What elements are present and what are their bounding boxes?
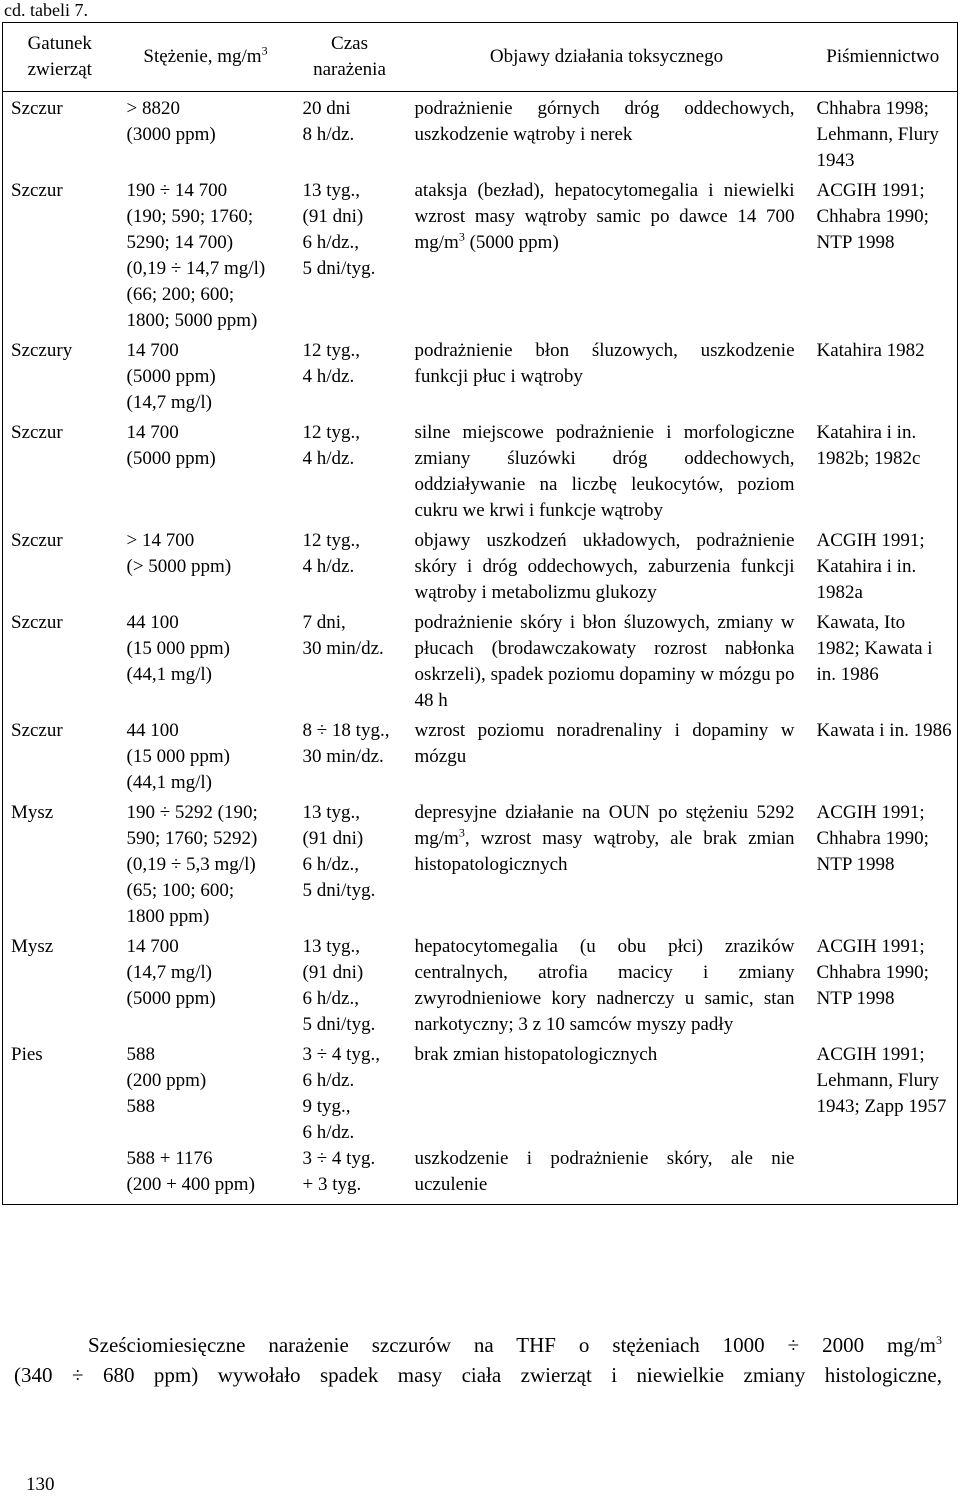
toxic-effect-text	[415, 1042, 795, 1068]
concentration-line: (15 000 ppm)	[126, 638, 230, 659]
exposure-time-line: (91 dni)	[302, 828, 364, 849]
exposure-time-line: 6 h/dz.	[302, 1070, 355, 1091]
concentration-cell	[117, 934, 295, 1042]
exposure-time-cell	[295, 718, 405, 800]
concentration-line: 190 ÷ 5292 (190;	[126, 802, 258, 823]
concentration-line: (15 000 ppm)	[126, 746, 230, 767]
references-cell: Kawata, Ito 1982; Kawata i in. 1986	[809, 610, 958, 718]
exposure-time-cell	[295, 178, 405, 338]
concentration-line: (> 5000 ppm)	[126, 556, 232, 577]
concentration-line: 5290; 14 700)	[126, 232, 234, 253]
concentration-cell	[117, 420, 295, 528]
exposure-time-line: 8 h/dz.	[302, 124, 355, 145]
exposure-time-line: 4 h/dz.	[302, 556, 355, 577]
concentration-line: 14 700	[126, 936, 179, 957]
header-references: Piśmiennictwo	[809, 23, 958, 92]
exposure-time-line: 4 h/dz.	[302, 366, 355, 387]
toxic-effect-cell	[405, 610, 809, 718]
concentration-line: (65; 100; 600;	[126, 880, 235, 901]
concentration-line: (190; 590; 1760;	[126, 206, 254, 227]
toxic-effect-main: brak zmian histopatologicznych	[414, 1044, 658, 1065]
concentration-line: (5000 ppm)	[126, 366, 216, 387]
exposure-time-cell	[295, 420, 405, 528]
concentration-line: (14,7 mg/l)	[126, 962, 212, 983]
references-cell: Katahira 1982	[809, 338, 958, 420]
references-cell: Chhabra 1998; Lehmann, Flury 1943	[809, 92, 958, 179]
references-cell: ACGIH 1991; Lehmann, Flury 1943; Zapp 1957	[809, 1042, 958, 1205]
toxic-effect-superscript: 3	[458, 229, 465, 244]
references-cell: ACGIH 1991; Chhabra 1990; NTP 1998	[809, 178, 958, 338]
references-cell: Katahira i in. 1982b; 1982c	[809, 420, 958, 528]
concentration-line: 44 100	[126, 612, 179, 633]
concentration-line: (44,1 mg/l)	[126, 664, 212, 685]
exposure-time-line: 13 tyg.,	[302, 802, 361, 823]
species-cell: Szczury	[3, 338, 117, 420]
page-number: 130	[26, 1474, 55, 1495]
concentration-cell	[117, 1042, 295, 1205]
toxic-effect-cell	[405, 718, 809, 800]
table-row	[3, 1042, 958, 1205]
line-gap	[127, 1120, 291, 1146]
exposure-time-line: 7 dni,	[302, 612, 346, 633]
toxic-effect-main: silne miejscowe podrażnienie i morfologiczne zmiany śluzówki dróg oddechowych, oddziaływanie na liczbę leukocytów, poziom cukru we krwi i funkcje wątroby	[414, 422, 795, 521]
header-exposure-time: Czas narażenia	[295, 23, 405, 92]
species-cell: Szczur	[3, 92, 117, 179]
toxic-effect-main: podrażnienie górnych dróg oddechowych, uszkodzenie wątroby i nerek	[414, 98, 795, 145]
toxic-effect-text	[415, 528, 795, 606]
exposure-time-line: + 3 tyg.	[302, 1174, 362, 1195]
paragraph-line-1: Sześciomiesięczne narażenie szczurów na THF o stężeniach 1000 ÷ 2000 $mg/m^3$	[88, 1333, 942, 1357]
toxic-effect-text-second: uszkodzenie i podrażnienie skóry, ale nie uczulenie	[414, 1148, 795, 1195]
exposure-time-cell	[295, 92, 405, 179]
species-cell: Mysz	[3, 934, 117, 1042]
references-cell: ACGIH 1991; Chhabra 1990; NTP 1998	[809, 934, 958, 1042]
species-cell: Szczur	[3, 178, 117, 338]
table-row	[3, 92, 958, 179]
concentration-line: 588 + 1176	[126, 1148, 213, 1169]
concentration-line: (0,19 ÷ 14,7 mg/l)	[126, 258, 266, 279]
references-cell: ACGIH 1991; Katahira i in. 1982a	[809, 528, 958, 610]
exposure-time-line: 5 dni/tyg.	[302, 258, 376, 279]
toxic-effect-cell	[405, 800, 809, 934]
concentration-line: 590; 1760; 5292)	[126, 828, 258, 849]
concentration-line: (200 + 400 ppm)	[126, 1174, 255, 1195]
concentration-line: (66; 200; 600;	[126, 284, 235, 305]
concentration-cell	[117, 338, 295, 420]
body-paragraph	[14, 1330, 942, 1390]
exposure-time-cell	[295, 528, 405, 610]
toxic-effect-cell	[405, 338, 809, 420]
toxic-effect-main: objawy uszkodzeń układowych, podrażnienie skóry i dróg oddechowych, zaburzenia funkcji wątroby i metabolizmu glukozy	[414, 530, 795, 603]
table-row	[3, 610, 958, 718]
exposure-time-line: 30 min/dz.	[302, 638, 384, 659]
exposure-time-line: 6 h/dz.,	[302, 854, 359, 875]
toxic-effect-text	[415, 610, 795, 714]
exposure-time-cell	[295, 610, 405, 718]
concentration-line: 588	[126, 1044, 155, 1065]
toxic-effect-text	[415, 96, 795, 148]
species-cell: Mysz	[3, 800, 117, 934]
exposure-time-line: 12 tyg.,	[302, 340, 361, 361]
concentration-cell	[117, 178, 295, 338]
exposure-time-line: 3 ÷ 4 tyg.	[302, 1148, 376, 1169]
exposure-time-line: 4 h/dz.	[302, 448, 355, 469]
table-row	[3, 338, 958, 420]
toxic-effect-cell	[405, 528, 809, 610]
concentration-line: 1800 ppm)	[126, 906, 210, 927]
species-cell: Pies	[3, 1042, 117, 1205]
toxic-effect-text	[415, 178, 795, 256]
toxic-effect-tail: , wzrost masy wątroby, ale brak zmian histopatologicznych	[414, 828, 795, 875]
concentration-cell	[117, 800, 295, 934]
concentration-line: > 14 700	[126, 530, 195, 551]
concentration-line: (200 ppm)	[126, 1070, 207, 1091]
exposure-time-line: 5 dni/tyg.	[302, 1014, 376, 1035]
table-row	[3, 178, 958, 338]
toxic-effect-tail: (5000 ppm)	[464, 232, 559, 253]
concentration-cell	[117, 610, 295, 718]
table-row	[3, 528, 958, 610]
toxic-effect-main: depresyjne działanie na OUN po stężeniu 5292 mg/m	[414, 802, 795, 849]
species-cell: Szczur	[3, 528, 117, 610]
concentration-line: (5000 ppm)	[126, 448, 216, 469]
toxic-effect-superscript: 3	[458, 825, 465, 840]
species-cell: Szczur	[3, 420, 117, 528]
exposure-time-cell	[295, 1042, 405, 1205]
species-cell: Szczur	[3, 718, 117, 800]
exposure-time-cell	[295, 800, 405, 934]
concentration-line: 44 100	[126, 720, 179, 741]
concentration-line: (3000 ppm)	[126, 124, 216, 145]
exposure-time-line: 12 tyg.,	[302, 422, 361, 443]
exposure-time-line: 20 dni	[302, 98, 351, 119]
exposure-time-line: 13 tyg.,	[302, 936, 361, 957]
concentration-line: (0,19 ÷ 5,3 mg/l)	[126, 854, 256, 875]
toxic-effect-main: wzrost poziomu noradrenaliny i dopaminy w mózgu	[414, 720, 795, 767]
exposure-time-line: 12 tyg.,	[302, 530, 361, 551]
concentration-cell	[117, 718, 295, 800]
concentration-line: 190 ÷ 14 700	[126, 180, 228, 201]
toxic-effect-text	[415, 800, 795, 878]
exposure-time-cell	[295, 338, 405, 420]
header-species: Gatunek zwierząt	[3, 23, 117, 92]
table-row	[3, 800, 958, 934]
exposure-time-line: 13 tyg.,	[302, 180, 361, 201]
exposure-time-cell	[295, 934, 405, 1042]
toxic-effect-cell	[405, 1042, 809, 1205]
toxic-effect-cell	[405, 92, 809, 179]
header-concentration: Stężenie, $mg/m^3$	[117, 23, 295, 92]
concentration-line: 14 700	[126, 422, 179, 443]
exposure-time-line: 5 dni/tyg.	[302, 880, 376, 901]
exposure-time-line: 8 ÷ 18 tyg.,	[302, 720, 390, 741]
references-cell: Kawata i in. 1986	[809, 718, 958, 800]
toxic-effect-cell	[405, 420, 809, 528]
exposure-time-line: 3 ÷ 4 tyg.,	[302, 1044, 380, 1065]
toxic-effect-cell	[405, 934, 809, 1042]
toxic-effect-text	[415, 718, 795, 770]
toxic-effect-main: podrażnienie skóry i błon śluzowych, zmiany w płucach (brodawczakowaty rozrost nabłonka oskrzeli), spadek poziomu dopaminy w mózgu po 48 h	[414, 612, 795, 711]
concentration-line: 588	[126, 1096, 155, 1117]
toxic-effect-text	[415, 934, 795, 1038]
exposure-time-line: 9 tyg.,	[302, 1096, 351, 1117]
references-cell: ACGIH 1991; Chhabra 1990; NTP 1998	[809, 800, 958, 934]
concentration-line: 14 700	[126, 340, 179, 361]
exposure-time-line: (91 dni)	[302, 962, 364, 983]
toxic-effect-main: podrażnienie błon śluzowych, uszkodzenie funkcji płuc i wątroby	[414, 340, 795, 387]
exposure-time-line: 6 h/dz.	[302, 1122, 355, 1143]
concentration-line: > 8820	[126, 98, 180, 119]
toxic-effect-cell	[405, 178, 809, 338]
toxic-effect-text	[415, 420, 795, 524]
concentration-line: (5000 ppm)	[126, 988, 216, 1009]
table-row	[3, 420, 958, 528]
concentration-line: (14,7 mg/l)	[126, 392, 212, 413]
concentration-cell	[117, 92, 295, 179]
exposure-time-line: (91 dni)	[302, 206, 364, 227]
toxicity-table	[2, 22, 958, 1205]
paragraph-line-2: (340 ÷ 680 ppm) wywołało spadek masy ciała zwierząt i niewielkie zmiany histologiczne,	[14, 1363, 942, 1387]
exposure-time-line: 6 h/dz.,	[302, 232, 359, 253]
exposure-time-line: 6 h/dz.,	[302, 988, 359, 1009]
concentration-line: (44,1 mg/l)	[126, 772, 212, 793]
exposure-time-line: 30 min/dz.	[302, 746, 384, 767]
toxic-effect-main: ataksja (bezład), hepatocytomegalia i niewielki wzrost masy wątroby samic po dawce 14 700 mg/m	[414, 180, 795, 253]
species-cell: Szczur	[3, 610, 117, 718]
toxic-effect-text	[415, 338, 795, 390]
table-row	[3, 934, 958, 1042]
concentration-cell	[117, 528, 295, 610]
table-row	[3, 718, 958, 800]
concentration-line: 1800; 5000 ppm)	[126, 310, 258, 331]
table-continuation-caption: cd. tabeli 7.	[4, 0, 88, 20]
toxic-effect-main: hepatocytomegalia (u obu płci) zrazików centralnych, atrofia macicy i zmiany zwyrodnieniowe kory nadnerczy u samic, stan narkotyczny; 3 z 10 samców myszy padły	[414, 936, 795, 1035]
table-header-row	[3, 23, 958, 92]
header-toxic-effects: Objawy działania toksycznego	[405, 23, 809, 92]
